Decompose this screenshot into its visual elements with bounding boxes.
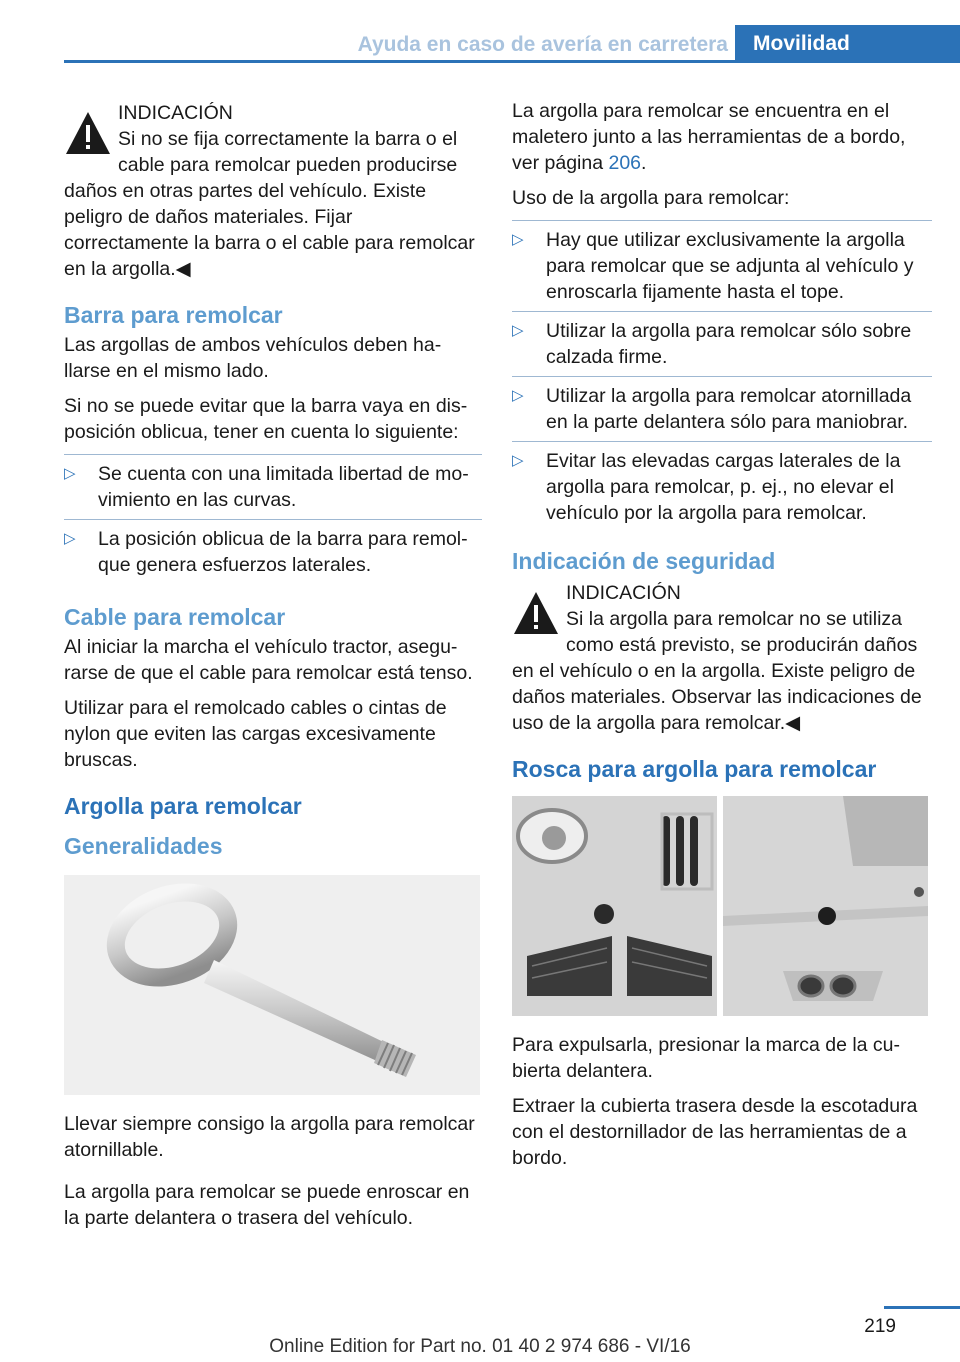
usage-bullets [512, 220, 932, 532]
rosca-p2: Extraer la cubierta trasera desde la escotadura con el destornillador de las herramientas de a bordo. [512, 1095, 918, 1169]
cable-p2: Utilizar para el remolcado cables o cintas de nylon que eviten las cargas excesivamente bruscas. [64, 697, 447, 771]
list-item: ▷ Hay que utilizar exclusivamente la argolla para remolcar que se adjunta al vehículo y enroscarla fijamente hasta el tope. [512, 220, 932, 311]
right-p2: Uso de la argolla para remolcar: [512, 187, 790, 209]
right-column [512, 98, 932, 1180]
warning-text: Si la argolla para remolcar no se utiliza como está previsto, se producirán daños en el vehículo o en la argolla. Existe peligro de daños materiales. Observar las indicaciones de uso de la argolla para remolcar.◀ [512, 608, 922, 734]
warning-box [64, 98, 482, 282]
barra-bullets [64, 454, 482, 584]
bullet-icon: ▷ [512, 387, 524, 404]
page-header [0, 0, 960, 62]
argolla-p1: Llevar siempre consigo la argolla para remolcar atornillable. [64, 1113, 475, 1161]
list-item: ▷ Utilizar la argolla para remolcar sólo sobre calzada firme. [512, 311, 932, 376]
rosca-p1: Para expulsarla, presionar la marca de la cu‐bierta delantera. [512, 1034, 901, 1082]
bullet-icon: ▷ [512, 452, 524, 469]
warning-icon [64, 110, 112, 156]
list-item: ▷ Utilizar la argolla para remolcar atornillada en la parte delantera sólo para maniobrar. [512, 376, 932, 441]
barra-p2: Si no se puede evitar que la barra vaya en dis‐posición oblicua, tener en cuenta lo siguiente: [64, 395, 468, 443]
warning-title: INDICACIÓN [566, 582, 681, 604]
heading-rosca: Rosca para argolla para remolcar [512, 756, 877, 782]
tow-eye-illustration [64, 875, 480, 1095]
right-p1: La argolla para remolcar se encuentra en el maletero junto a las herramientas de a bordo, ver página 206. [512, 100, 906, 174]
footer-rule [884, 1306, 960, 1309]
list-item: ▷ La posición oblicua de la barra para remol‐que genera esfuerzos laterales. [64, 519, 482, 584]
warning-box-seguridad [512, 578, 932, 736]
rear-bumper-illustration [723, 796, 928, 1016]
heading-cable: Cable para remolcar [64, 604, 286, 630]
warning-icon [512, 590, 560, 636]
warning-text: Si no se fija correctamente la barra o el cable para remolcar pueden producirse daños en otras partes del vehículo. Existe peligro de daños materiales. Fijar correctamente la barra o el cable para remolcar en la argolla.◀ [64, 128, 475, 280]
rear-bumper-image [723, 796, 928, 1016]
bullet-icon: ▷ [64, 465, 76, 482]
heading-generalidades: Generalidades [64, 833, 223, 859]
list-item: ▷ Se cuenta con una limitada libertad de mo‐vimiento en las curvas. [64, 454, 482, 519]
front-bumper-illustration [512, 796, 717, 1016]
heading-seguridad: Indicación de seguridad [512, 548, 776, 574]
heading-argolla: Argolla para remolcar [64, 793, 302, 819]
bullet-icon: ▷ [512, 231, 524, 248]
barra-p1: Las argollas de ambos vehículos deben ha‐llarse en el mismo lado. [64, 334, 442, 382]
tow-eye-image [64, 875, 480, 1095]
left-column [64, 98, 482, 1240]
edition-text: Online Edition for Part no. 01 40 2 974 686 - VI/16 [269, 1336, 691, 1357]
bullet-icon: ▷ [512, 322, 524, 339]
cable-p1: Al iniciar la marcha el vehículo tractor, asegu‐rarse de que el cable para remolcar está tenso. [64, 636, 473, 684]
page-link[interactable]: 206 [608, 152, 642, 174]
list-item: ▷ Evitar las elevadas cargas laterales de la argolla para remolcar, p. ej., no elevar el vehículo por la argolla para remolcar. [512, 441, 932, 532]
bullet-icon: ▷ [64, 530, 76, 547]
front-bumper-image [512, 796, 717, 1016]
page-number: 219 [864, 1316, 896, 1337]
heading-barra: Barra para remolcar [64, 302, 283, 328]
section-title: Ayuda en caso de avería en carretera [357, 33, 728, 56]
header-rule [64, 60, 960, 63]
warning-title: INDICACIÓN [118, 102, 233, 124]
bumper-images [512, 796, 928, 1016]
chapter-tab[interactable]: Movilidad [735, 25, 960, 62]
argolla-p2: La argolla para remolcar se puede enroscar en la parte delantera o trasera del vehículo. [64, 1181, 470, 1229]
